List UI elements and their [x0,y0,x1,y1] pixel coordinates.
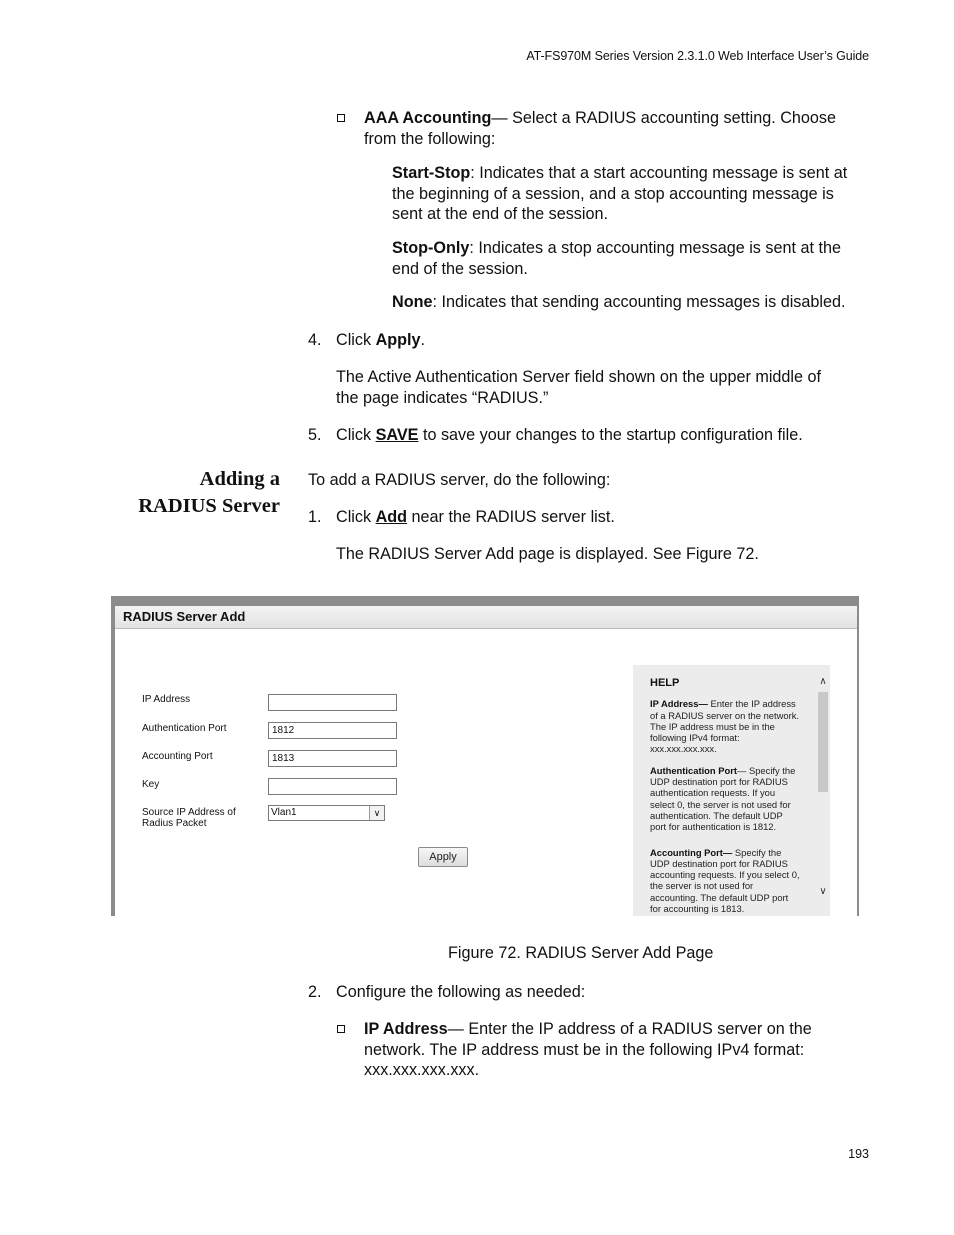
step-4-note: The Active Authentication Server field shown on the upper middle of the page indicates “RADIUS.” [336,368,822,407]
step-4-number: 4. [308,331,322,349]
authentication-port-input[interactable]: 1812 [268,722,397,739]
scrollbar-thumb[interactable] [818,692,828,792]
apply-button[interactable]: Apply [418,847,468,867]
key-label: Key [142,779,160,790]
figure-page-title: RADIUS Server Add [123,609,246,624]
add-link[interactable]: Add [375,508,408,526]
step-1-note: The RADIUS Server Add page is displayed. See Figure 72. [336,545,759,563]
figure-title-bar [115,606,857,629]
source-ip-select[interactable]: Vlan1 ∨ [268,805,385,821]
figure-caption: Figure 72. RADIUS Server Add Page [448,944,714,962]
ip-address-paragraph: IP Address— Enter the IP address of a RADIUS server on the network. The IP address must be in the following IPv4 format: xxx.xxx.xxx.xxx. [364,1020,812,1079]
authentication-port-label: Authentication Port [142,723,227,734]
help-accounting-port: Accounting Port— Specify the UDP destination port for RADIUS accounting requests. If you select 0, the server is not used for accounting. The default UDP port for accounting is 1813. [650,846,800,915]
key-input[interactable] [268,778,397,795]
help-scrollbar[interactable] [816,665,830,916]
ip-address-label: IP Address [142,694,191,705]
step-2-text: Configure the following as needed: [336,983,586,1001]
help-panel [633,665,830,916]
help-heading: HELP [650,677,680,689]
chevron-up-icon[interactable]: ∧ [819,676,827,687]
step-5-number: 5. [308,426,322,444]
none-paragraph: None: Indicates that sending accounting messages is disabled. [392,293,846,311]
checkbox-bullet-icon [337,1025,345,1033]
page-number: 193 [848,1147,869,1161]
radius-server-add-screenshot [111,596,859,916]
chevron-down-icon: ∨ [369,806,384,820]
checkbox-bullet-icon [337,114,345,122]
step-5-text: Click SAVE to save your changes to the startup configuration file. [336,426,803,444]
ip-address-input[interactable] [268,694,397,711]
section-intro: To add a RADIUS server, do the following: [308,471,611,489]
step-1-text: Click Add near the RADIUS server list. [336,508,615,526]
start-stop-paragraph: Start-Stop: Indicates that a start accounting message is sent at the beginning of a session, and a stop accounting message is sent at the end of the session. [392,164,848,223]
aaa-accounting-term: AAA Accounting [364,109,492,127]
chevron-down-icon[interactable]: ∨ [819,886,827,897]
help-content [650,665,810,916]
figure-top-border [111,596,859,606]
step-4-text: Click Apply. [336,331,426,349]
help-ip-address: IP Address— Enter the IP address of a RADIUS server on the network. The IP address must be in the following IPv4 format: xxx.xxx.xxx.xxx. [650,698,800,755]
figure-left-border [111,596,115,916]
figure-right-border [857,596,859,916]
help-authentication-port: Authentication Port— Specify the UDP destination port for RADIUS authentication requests. If you select 0, the server is not used for authentication. The default UDP port for authentication is 1812. [650,764,796,833]
step-1-number: 1. [308,508,322,526]
aaa-accounting-paragraph: AAA Accounting— Select a RADIUS accounting setting. Choose from the following: [364,109,836,148]
step-2-number: 2. [308,983,322,1001]
section-heading: Adding a RADIUS Server [138,468,280,517]
running-header: AT-FS970M Series Version 2.3.1.0 Web Interface User’s Guide [526,49,869,63]
save-link[interactable]: SAVE [375,426,419,444]
accounting-port-input[interactable]: 1813 [268,750,397,767]
accounting-port-label: Accounting Port [142,751,213,762]
stop-only-paragraph: Stop-Only: Indicates a stop accounting message is sent at the end of the session. [392,239,841,278]
source-ip-label: Source IP Address of Radius Packet [142,807,236,829]
